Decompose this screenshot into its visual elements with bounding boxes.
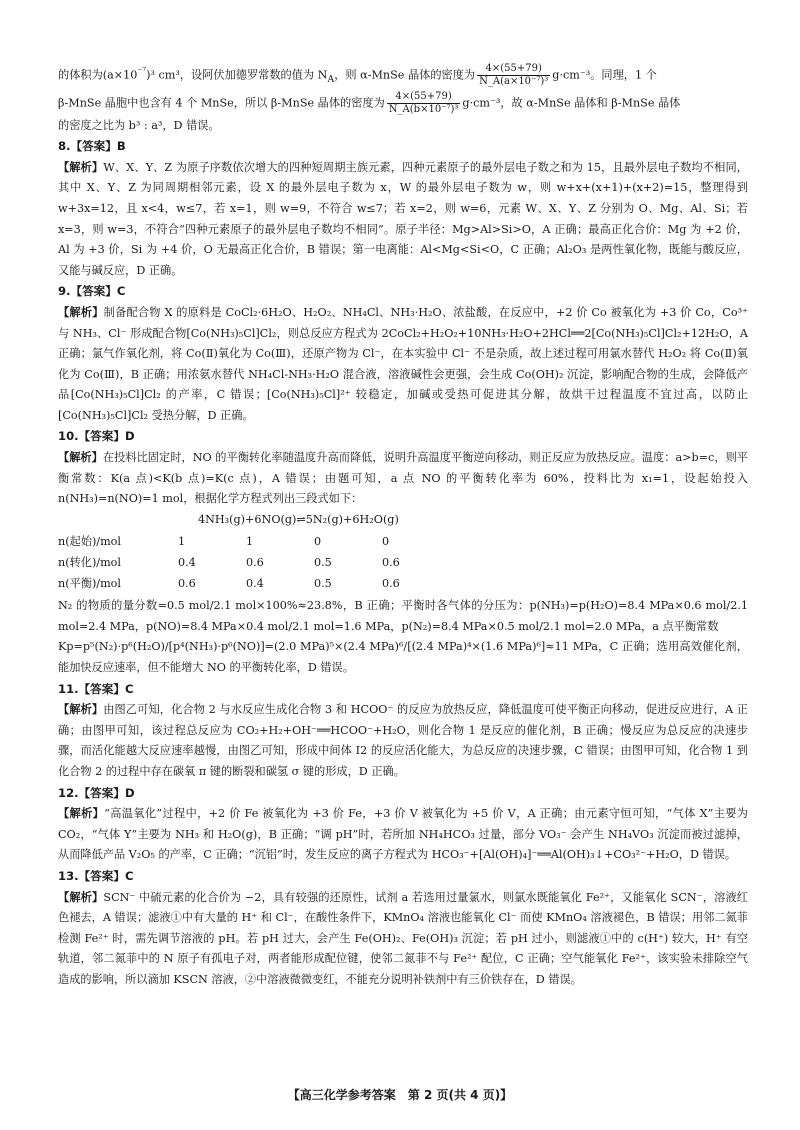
analysis-label: 【解析】 <box>58 890 104 904</box>
answer-value: D <box>124 429 135 444</box>
row-label: n(平衡)/mol <box>58 576 122 590</box>
question-10-analysis <box>58 448 748 510</box>
table-cell: 0.6 <box>382 576 400 590</box>
table-row <box>58 574 450 595</box>
analysis-label: 【解析】 <box>58 451 103 465</box>
analysis-text: W、X、Y、Z 为原子序数依次增大的四种短周期主族元素，四种元素原子的最外层电子数之和为 15，且最外层电子数均不相同，其中 X、Y、Z 为同周期相邻元素，设 X 的最外层电子数为 x，W 的最外层电子数为 w，则 w+x+(x+1)+(x+2)=15，整理得到 w+3x=12，且 x<4，w≤7，若 x=1，则 w=9，不符合 w≤7；若 x=2，则 w=6，元素 W、X、Y、Z 分别为 O、Mg、Al、Si；若 x=3，则 w=3，不符合“四种元素原子的最外层电子数均不相同”。原子半径：Mg>Al>Si>O，A 正确；最高正化合价：Mg 为 +2 价，Al 为 +3 价，Si 为 +4 价，O 无最高正化合价，B 错误；第一电离能：Al<Mg<Si<O，C 正确；Al₂O₃ 是两性氧化物，既能与酸反应，又能与碱反应，D 正确。 <box>58 160 748 277</box>
table-cell: 1 <box>178 535 186 549</box>
ice-table <box>58 532 450 594</box>
table-cell: 0 <box>382 535 390 549</box>
analysis-text: 制备配合物 X 的原料是 CoCl₂·6H₂O、H₂O₂、NH₄Cl、NH₃·H₂O、浓盐酸，在反应中，+2 价 Co 被氧化为 +3 价 Co，Co³⁺ 与 NH₃、Cl⁻ 形成配合物[Co(NH₃)₅Cl]Cl₂，则总反应方程式为 2CoCl₂+H₂O₂+10NH₃·H₂O+2HCl══2[Co(NH₃)₅Cl]Cl₂+12H₂O，A 正确；氯气作氧化剂，将 Co(Ⅱ)氧化为 Co(Ⅲ)，还原产物为 Cl⁻，在本实验中 Cl⁻ 不是杂质，故上述过程可用氯水替代 H₂O₂ 将 Co(Ⅱ)氧化为 Co(Ⅲ)，B 正确；用浓氨水替代 NH₄Cl-NH₃·H₂O 混合液，溶液碱性会更强，会生成 Co(OH)₂ 沉淀，影响配合物的生成，会降低产品[Co(NH₃)₅Cl]Cl₂ 的产率，C 错误；[Co(NH₃)₅Cl]²⁺ 较稳定，加碱或受热可促进其分解，故烘干过程温度不宜过高，以防止[Co(NH₃)₅Cl]Cl₂ 受热分解，D 正确。 <box>58 305 748 422</box>
answer-value: C <box>116 284 126 299</box>
document-body <box>58 62 748 991</box>
analysis-label: 【解析】 <box>58 160 104 174</box>
reaction-equation: 4NH₃(g)+6NO(g)⇌5N₂(g)+6H₂O(g) <box>198 512 399 526</box>
question-10-answer <box>58 426 748 448</box>
question-11-analysis <box>58 700 748 782</box>
intro-paragraph <box>58 62 748 136</box>
table-row <box>58 553 450 574</box>
analysis-text: SCN⁻ 中硫元素的化合价为 −2，具有较强的还原性，试剂 a 若选用过量氯水，则氯水既能氧化 Fe²⁺，又能氧化 SCN⁻，溶液红色褪去，A 错误；滤液①中有大量的 H⁺ 和 Cl⁻，在酸性条件下，KMnO₄ 溶液也能氧化 Cl⁻ 而使 KMnO₄ 溶液褪色，B 错误；用邻二氮菲检测 Fe²⁺ 时，需先调节溶液的 pH。若 pH 过大，会产生 Fe(OH)₂、Fe(OH)₃ 沉淀；若 pH 过小，则滤液①中的 c(H⁺) 较大，H⁺ 有空轨道，邻二氮菲中的 N 原子有孤电子对，两者能形成配位键，使邻二氮菲不与 Fe²⁺ 配位，C 正确；空气能氧化 Fe²⁺，该实验未排除空气造成的影响，所以滴加 KSCN 溶液，②中溶液微微变红，不能充分说明补铁剂中有三价铁存在，D 错误。 <box>58 890 748 986</box>
analysis-text: 在投料比固定时，NO 的平衡转化率随温度升高而降低，说明升高温度平衡逆向移动，则正反应为放热反应。温度：a>b=c，则平衡常数：K(a 点)<K(b 点)=K(c 点)，A 错误；由题可知，a 点 NO 的平衡转化率为 60%，投料比为 x₁=1，设起始投入 n(NH₃)=n(NO)=1 mol，根据化学方程式列出三段式如下： <box>58 451 748 506</box>
question-10-analysis-cont <box>58 596 748 637</box>
question-12-analysis <box>58 804 748 866</box>
question-13-answer <box>58 866 748 888</box>
intro-text-3: 的密度之比为 b³ : a³，D 错误。 <box>58 118 220 132</box>
intro-text-2b: g·cm⁻³，故 α-MnSe 晶体和 β-MnSe 晶体 <box>462 96 681 110</box>
analysis-text: Kp=p⁵(N₂)·p⁶(H₂O)/[p⁴(NH₃)·p⁶(NO)]=(2.0 MPa)⁵×(2.4 MPa)⁶/[(2.4 MPa)⁴×(1.6 MPa)⁶]≈11 MPa，C 正确；选用高效催化剂，能加快反应速率，但不能增大 NO 的平衡转化率，D 错误。 <box>58 640 748 674</box>
density-fraction-alpha <box>477 63 550 88</box>
question-10-analysis-kp <box>58 637 748 678</box>
answer-label: 【答案】 <box>78 681 125 696</box>
analysis-label: 【解析】 <box>58 703 104 717</box>
analysis-text: “高温氧化”过程中，+2 价 Fe 被氧化为 +3 价 Fe，+3 价 V 被氧化为 +5 价 V，A 正确；由元素守恒可知，“气体 X”主要为 CO₂，“气体 Y”主要为 NH₃ 和 H₂O(g)，B 正确；“调 pH”时，若所加 NH₄HCO₃ 过量，部分 VO₃⁻ 会产生 NH₄VO₃ 沉淀而被过滤掉，从而降低产品 V₂O₅ 的产率，C 正确；“沉铝”时，发生反应的离子方程式为 HCO₃⁻+[Al(OH)₄]⁻══Al(OH)₃↓+CO₃²⁻+H₂O，D 错误。 <box>58 807 748 862</box>
page-footer: 【高三化学参考答案 第 2 页(共 4 页)】 <box>287 1088 513 1102</box>
fraction-numerator: 4×(55+79) <box>387 91 461 104</box>
fraction-denominator: N_A(b×10⁻⁷)³ <box>388 103 459 115</box>
analysis-label: 【解析】 <box>58 807 105 821</box>
question-12-answer <box>58 783 748 805</box>
answer-value: C <box>124 868 134 883</box>
table-cell: 0.4 <box>246 576 264 590</box>
table-cell: 0.5 <box>314 576 332 590</box>
table-cell: 0 <box>314 535 322 549</box>
question-number: 10. <box>58 429 79 444</box>
table-cell: 0.6 <box>246 556 264 570</box>
table-cell: 0.6 <box>382 556 400 570</box>
question-9-answer <box>58 281 748 303</box>
question-11-answer <box>58 679 748 701</box>
answer-value: D <box>124 785 135 800</box>
answer-label: 【答案】 <box>78 429 125 444</box>
intro-text-2a: β-MnSe 晶胞中也含有 4 个 MnSe，所以 β-MnSe 晶体的密度为 <box>58 96 385 110</box>
intro-text-1f: g·cm⁻³。同理，1 个 <box>552 68 657 82</box>
answer-value: C <box>124 681 134 696</box>
question-number: 9. <box>58 284 71 299</box>
question-8-answer <box>58 136 748 158</box>
question-number: 12. <box>58 785 79 800</box>
table-row <box>58 532 450 553</box>
table-cell: 0.6 <box>178 576 196 590</box>
answer-label: 【答案】 <box>70 284 117 299</box>
row-label: n(转化)/mol <box>58 556 122 570</box>
question-9-analysis <box>58 303 748 427</box>
table-cell: 1 <box>246 535 254 549</box>
density-fraction-beta <box>387 91 461 116</box>
table-cell: 0.4 <box>178 556 196 570</box>
answer-label: 【答案】 <box>70 139 117 154</box>
row-label: n(起始)/mol <box>58 535 122 549</box>
intro-text-1c: )³ cm³，设阿伏加德罗常数的值为 N <box>146 68 328 82</box>
analysis-label: 【解析】 <box>58 305 104 319</box>
answer-label: 【答案】 <box>78 868 125 883</box>
question-13-analysis <box>58 888 748 991</box>
intro-sup: ⁻⁷ <box>137 66 147 77</box>
intro-text-1e: ，则 α-MnSe 晶体的密度为 <box>334 68 476 82</box>
intro-sub: A <box>327 73 335 85</box>
answer-value: B <box>116 139 126 154</box>
question-number: 13. <box>58 868 79 883</box>
answer-label: 【答案】 <box>78 785 125 800</box>
fraction-numerator: 4×(55+79) <box>477 63 550 76</box>
fraction-denominator: N_A(a×10⁻⁷)³ <box>479 76 549 88</box>
intro-text-1a: 的体积为(a×10 <box>58 68 138 82</box>
question-number: 8. <box>58 139 71 154</box>
question-number: 11. <box>58 681 79 696</box>
analysis-text: 由图乙可知，化合物 2 与水反应生成化合物 3 和 HCOO⁻ 的反应为放热反应，降低温度可使平衡正向移动，促进反应进行，A 正确；由图甲可知，该过程总反应为 CO₂+H₂+OH⁻══HCOO⁻+H₂O，则化合物 1 是反应的催化剂，B 正确；慢反应为总反应的决速步骤，而活化能越大反应速率越慢，由图乙可知，形成中间体 I2 的反应活化能大，为总反应的决速步骤，C 错误；由图甲可知，化合物 1 到化合物 2 的过程中存在碳氧 π 键的断裂和碳氢 σ 键的形成，D 正确。 <box>58 703 748 778</box>
question-8-analysis <box>58 158 748 282</box>
table-cell: 0.5 <box>314 556 332 570</box>
analysis-text: N₂ 的物质的量分数=0.5 mol/2.1 mol×100%≈23.8%，B 正确；平衡时各气体的分压为：p(NH₃)=p(H₂O)=8.4 MPa×0.6 mol/2.1 mol=2.4 MPa，p(NO)=8.4 MPa×0.4 mol/2.1 mol=1.6 MPa，p(N₂)=8.4 MPa×0.5 mol/2.1 mol=2.0 MPa，a 点平衡常数 <box>58 599 748 633</box>
